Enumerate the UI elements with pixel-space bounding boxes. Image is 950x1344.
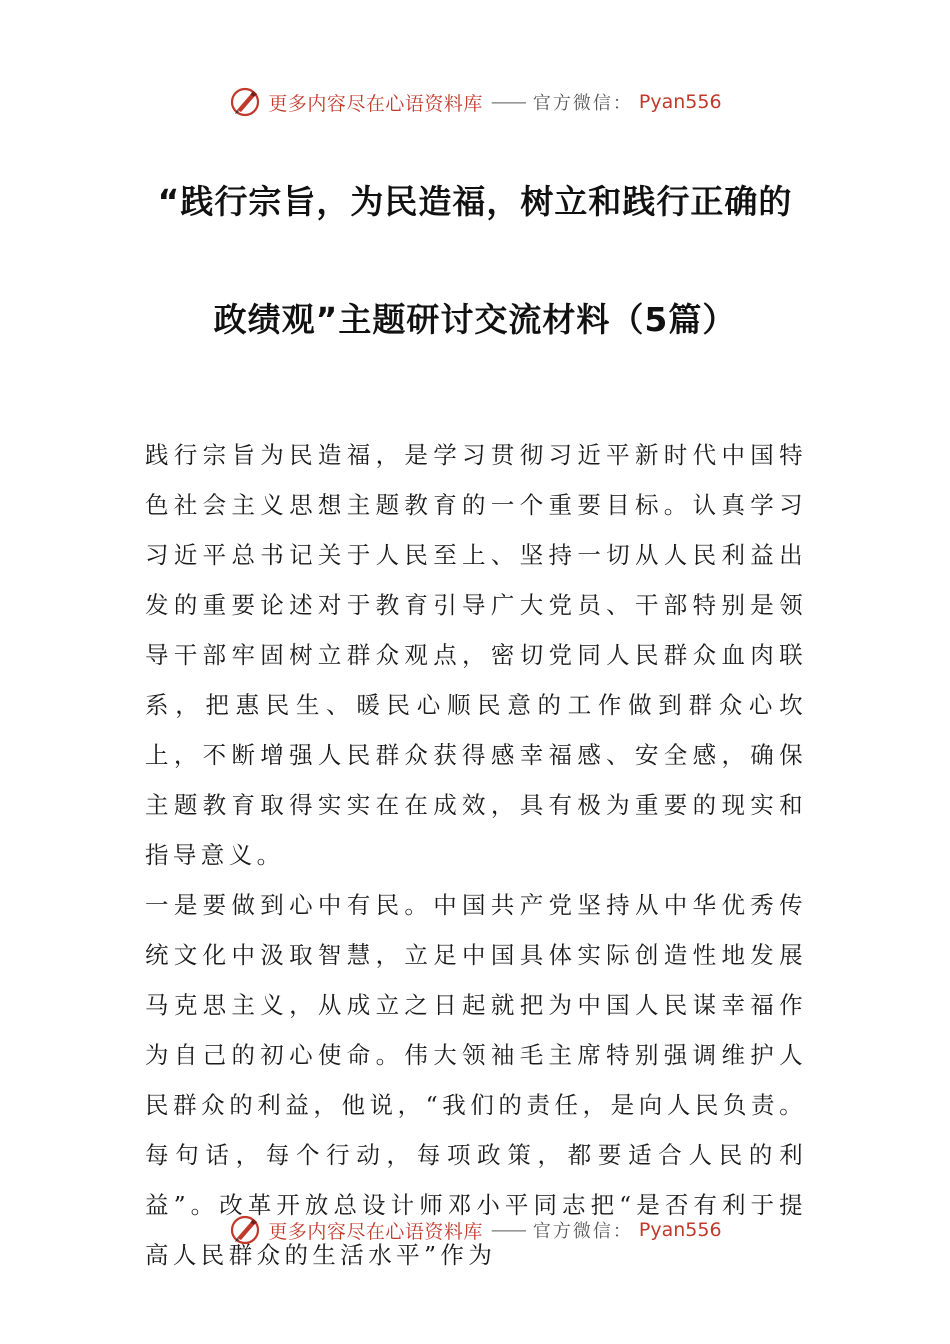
- separator-dash: ——: [490, 1219, 525, 1241]
- document-title-line-2: 政绩观”主题研讨交流材料（5篇）: [213, 300, 737, 339]
- pen-nib-logo-icon: [228, 85, 262, 119]
- document-title-line-1: “践行宗旨，为民造福，树立和践行正确的: [157, 182, 793, 221]
- pen-nib-logo-icon: [228, 1213, 262, 1247]
- paragraph-intro: 践行宗旨为民造福，是学习贯彻习近平新时代中国特色社会主义思想主题教育的一个重要目标。认真学习习近平总书记关于人民至上、坚持一切从人民利益出发的重要论述对于教育引导广大党员、干部特别是领导干部牢固树立群众观点，密切党同人民群众血肉联系，把惠民生、暖民心顺民意的工作做到群众心坎上，不断增强人民群众获得感幸福感、安全感，确保主题教育取得实实在在成效，具有极为重要的现实和指导意义。: [145, 441, 807, 869]
- wechat-id: Pyan556: [638, 91, 722, 113]
- footer-watermark-banner: [0, 1210, 950, 1250]
- wechat-label: 官方微信：: [532, 1221, 633, 1242]
- separator-dash: ——: [490, 91, 525, 113]
- wechat-label: 官方微信：: [532, 93, 633, 114]
- wechat-id: Pyan556: [638, 1219, 722, 1241]
- brand-name: 更多内容尽在心语资料库: [268, 1220, 483, 1243]
- brand-name: 更多内容尽在心语资料库: [268, 92, 483, 115]
- header-watermark-banner: [0, 82, 950, 122]
- document-body: [145, 430, 807, 1280]
- paragraph-point-one: 一是要做到心中有民。中国共产党坚持从中华优秀传统文化中汲取智慧，立足中国具体实际创造性地发展马克思主义，从成立之日起就把为中国人民谋幸福作为自己的初心使命。伟大领袖毛主席特别强调维护人民群众的利益，他说，“我们的责任，是向人民负责。每句话，每个行动，每项政策，都要适合人民的利益”。改革开放总设计师邓小平同志把“是否有利于提高人民群众的生活水平”作为: [145, 891, 807, 1269]
